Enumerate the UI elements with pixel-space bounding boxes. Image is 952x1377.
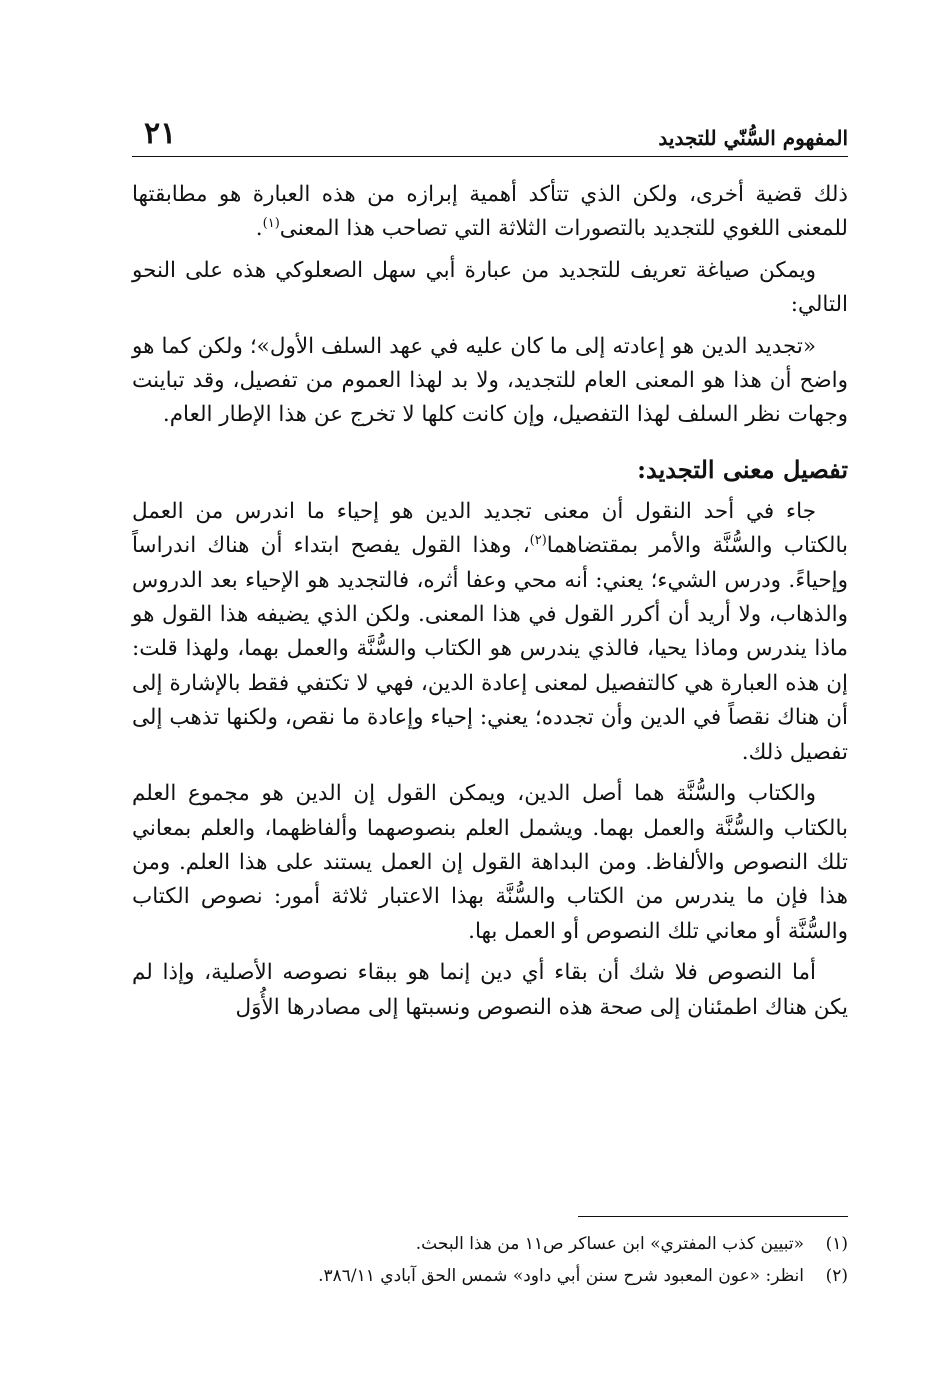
page-number: ٢١ (144, 116, 177, 151)
footnote-divider (578, 1216, 848, 1217)
running-header (132, 112, 848, 157)
section-heading: تفصيل معنى التجديد: (637, 454, 848, 484)
running-title: المفهوم السُّنّي للتجديد (658, 126, 848, 150)
footnote-ref-1: (١) (262, 216, 280, 232)
footnote-ref-2: (٢) (529, 533, 547, 549)
paragraph-1 (132, 178, 848, 247)
footnote-2 (132, 1260, 848, 1292)
footnotes (132, 1228, 848, 1292)
paragraph-4 (132, 495, 848, 770)
footnote-2-number: (٢) (825, 1266, 848, 1286)
paragraph-4-text-a: جاء في أحد النقول أن معنى تجديد الدين هو إحياء ما اندرس من العمل بالكتاب والسُّنَّة والأمر بمقتضاهما (132, 498, 848, 559)
paragraph-4-text-b: ، وهذا القول يفصح ابتداء أن هناك اندراساً وإحياءً. ودرس الشيء؛ يعني: أنه محي وعفا أثره، فالتجديد هو الإحياء بعد الدروس والذهاب، ولا أريد أن أكرر القول في هذا المعنى. ولكن الذي يضيفه هذا القول هو ماذا يندرس وماذا يحيا، فالذي يندرس هو الكتاب والسُّنَّة والعمل بهما، ولهذا قلت: إن هذه العبارة هي كالتفصيل لمعنى إعادة الدين، فهي لا تكتفي فقط بالإشارة إلى أن هناك نقصاً في الدين وأن تجدده؛ يعني: إحياء وإعادة ما نقص، ولكنها تذهب إلى تفصيل ذلك. (132, 533, 848, 765)
footnote-1 (132, 1228, 848, 1260)
main-text (132, 178, 848, 1032)
paragraph-1-text: ذلك قضية أخرى، ولكن الذي تتأكد أهمية إبرازه من هذه العبارة هو مطابقتها للمعنى اللغوي للتجديد بالتصورات الثلاثة التي تصاحب هذا المعنى (132, 182, 848, 242)
paragraph-1-end: . (255, 216, 263, 242)
footnote-1-number: (١) (825, 1234, 848, 1254)
footnote-1-text: «تبيين كذب المفتري» ابن عساكر ص١١ من هذا البحث. (415, 1234, 804, 1254)
paragraph-3: «تجديد الدين هو إعادته إلى ما كان عليه في عهد السلف الأول»؛ ولكن كما هو واضح أن هذا هو المعنى العام للتجديد، ولا بد لهذا العموم من تفصيل، وقد تباينت وجهات نظر السلف لهذا التفصيل، وإن كانت كلها لا تخرج عن هذا الإطار العام. (132, 333, 848, 428)
paragraph-6: أما النصوص فلا شك أن بقاء أي دين إنما هو ببقاء نصوصه الأصلية، وإذا لم يكن هناك اطمئنان إلى صحة هذه النصوص ونسبتها إلى مصادرها الأُوَل (132, 960, 848, 1020)
paragraph-5: والكتاب والسُّنَّة هما أصل الدين، ويمكن القول إن الدين هو مجموع العلم بالكتاب والسُّنَّة والعمل بهما. ويشمل العلم بنصوصهما وألفاظهما، والعلم بمعاني تلك النصوص والألفاظ. ومن البداهة القول إن العمل يستند على هذا العلم. ومن هذا فإن ما يندرس من الكتاب والسُّنَّة بهذا الاعتبار ثلاثة أمور: نصوص الكتاب والسُّنَّة أو معاني تلك النصوص أو العمل بها. (132, 781, 848, 944)
paragraph-2: ويمكن صياغة تعريف للتجديد من عبارة أبي سهل الصعلوكي هذه على النحو التالي: (132, 257, 848, 318)
footnote-2-text: انظر: «عون المعبود شرح سنن أبي داود» شمس الحق آبادي ٣٨٦/١١. (318, 1266, 804, 1286)
